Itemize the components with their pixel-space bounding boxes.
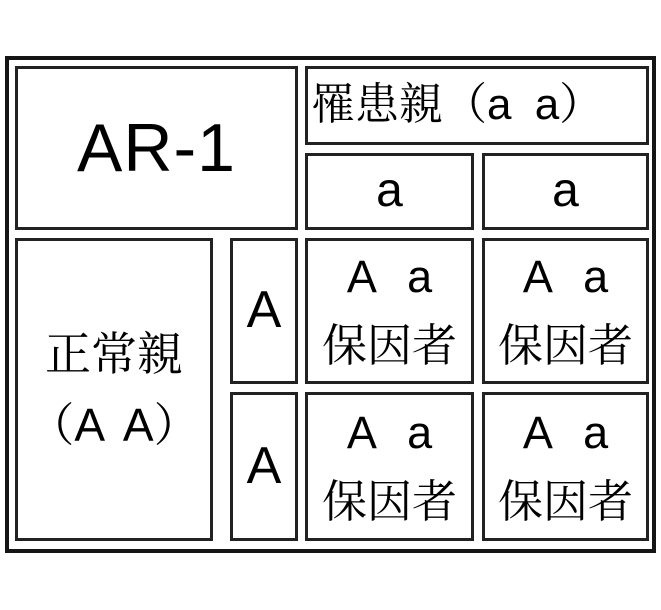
offspring-genotype: A a: [346, 251, 433, 302]
offspring-phenotype: 保因者: [497, 475, 633, 527]
affected-parent-allele-2: a: [552, 164, 579, 218]
normal-parent-label-line2: （A A）: [28, 398, 200, 451]
normal-parent-header-cell: [15, 238, 213, 541]
cross-id-cell: [15, 66, 298, 230]
affected-parent-label: 罹患親（a a）: [311, 80, 604, 130]
offspring-cell: [482, 238, 649, 384]
offspring-genotype: A a: [522, 406, 609, 458]
normal-parent-allele-1-cell: [230, 238, 298, 384]
offspring-genotype: A a: [522, 251, 609, 302]
normal-parent-allele-1: A: [246, 281, 282, 340]
normal-parent-label-line1: 正常親: [45, 327, 183, 380]
affected-parent-header-cell: [305, 66, 649, 145]
normal-parent-allele-2: A: [246, 436, 282, 495]
affected-parent-allele-1-cell: [305, 153, 474, 230]
offspring-cell: [482, 392, 649, 541]
affected-parent-allele-1: a: [376, 164, 403, 218]
normal-parent-allele-2-cell: [230, 392, 298, 541]
offspring-phenotype: 保因者: [321, 320, 457, 371]
offspring-cell: [305, 392, 474, 541]
affected-parent-allele-2-cell: [482, 153, 649, 230]
offspring-phenotype: 保因者: [321, 475, 457, 527]
offspring-phenotype: 保因者: [497, 320, 633, 371]
cross-id-label: AR-1: [77, 109, 236, 186]
offspring-genotype: A a: [346, 406, 433, 458]
offspring-cell: [305, 238, 474, 384]
